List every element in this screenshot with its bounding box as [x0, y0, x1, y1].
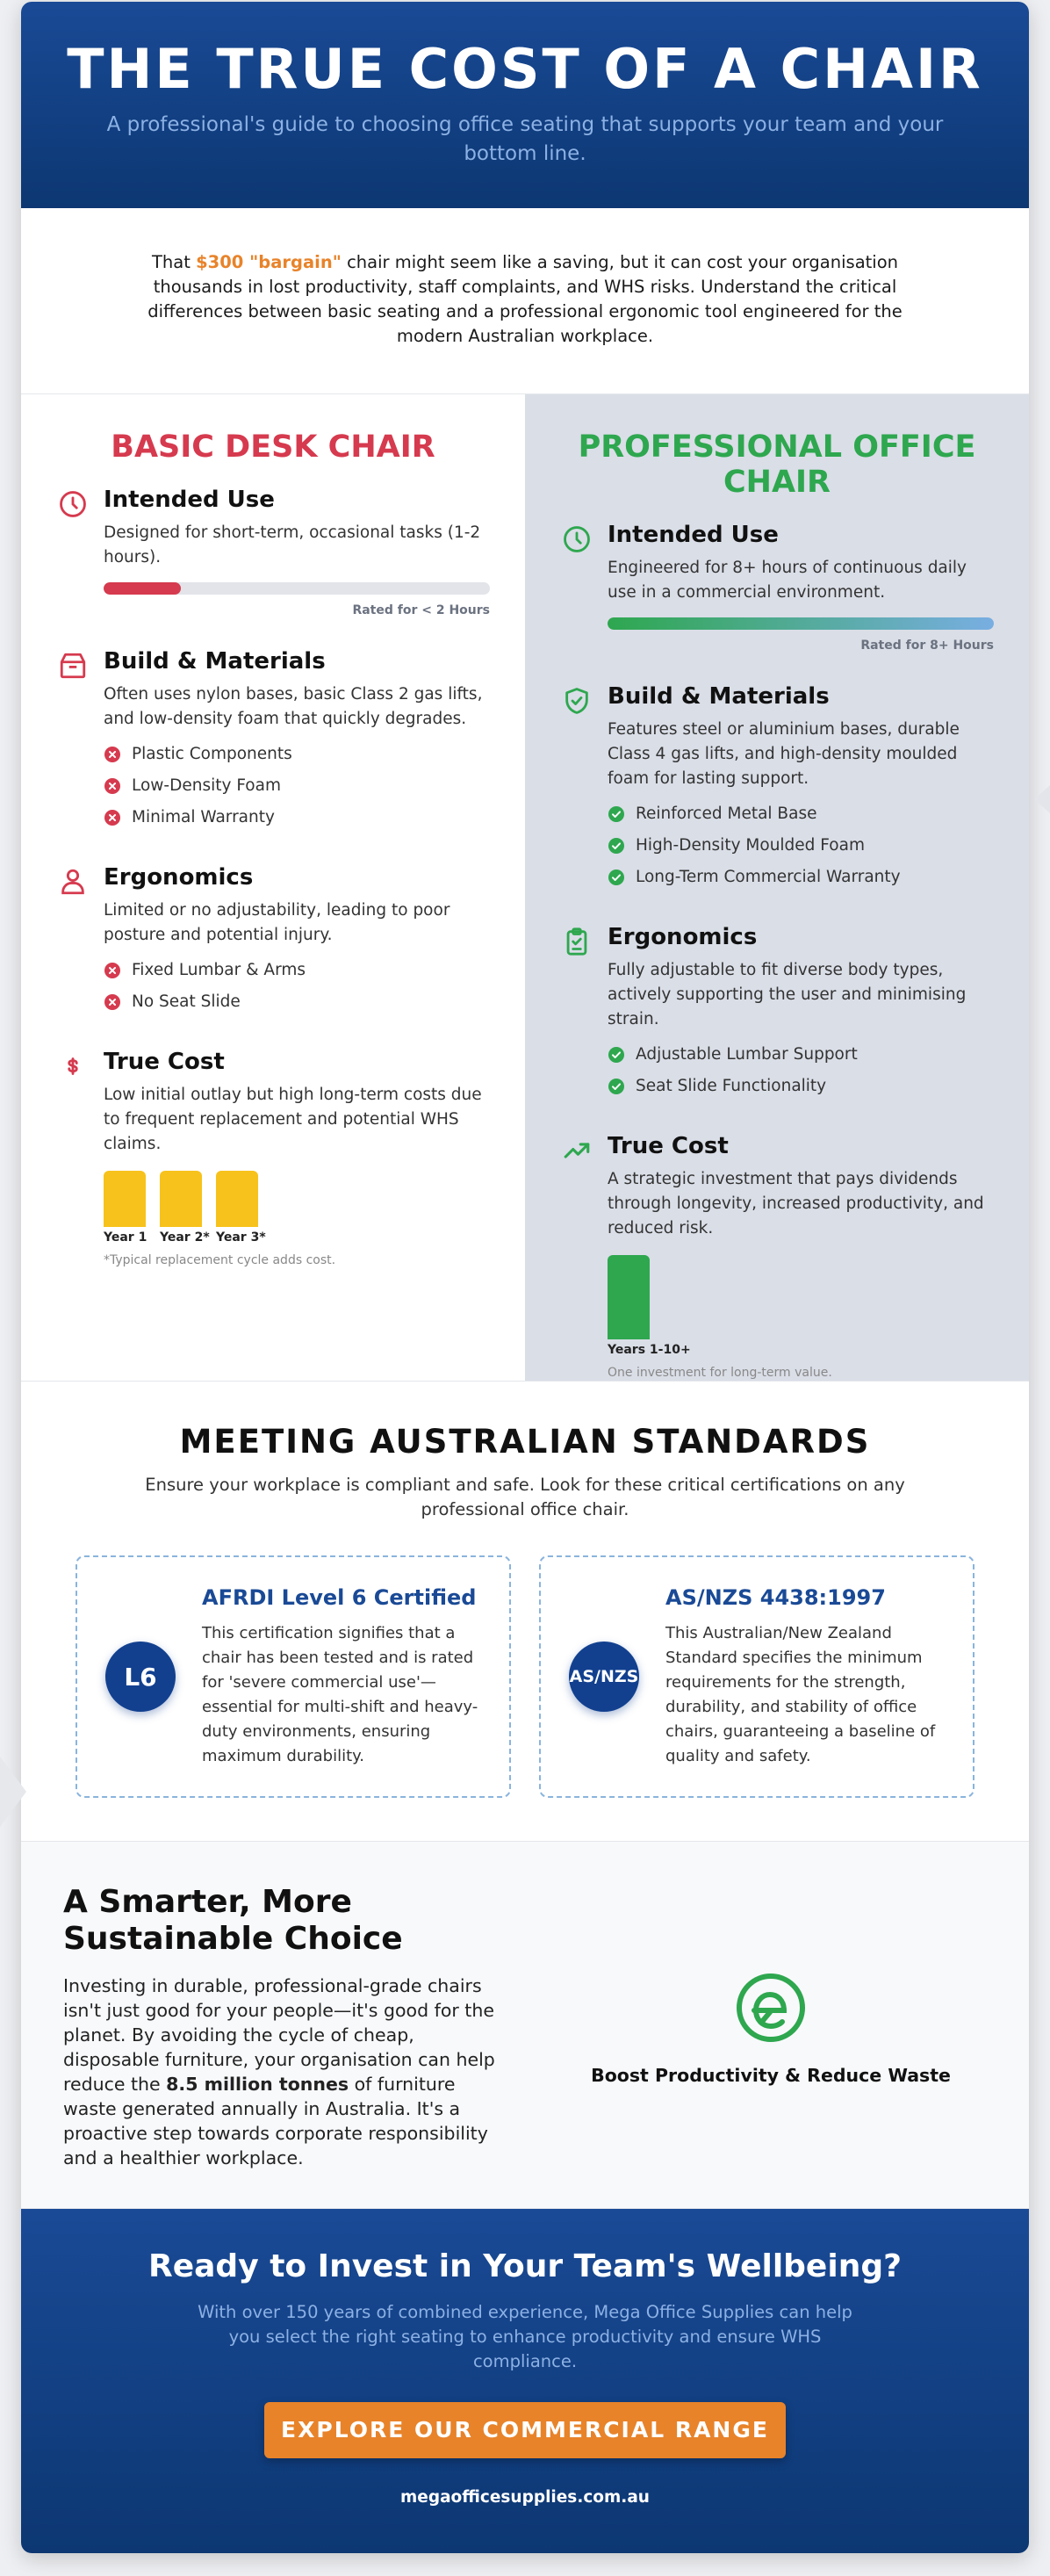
feature-desc: A strategic investment that pays dividends through longevity, increased productivity, and reduced risk. [608, 1170, 984, 1237]
check-circle-icon [608, 1046, 625, 1064]
standard-card-afrdi [76, 1555, 511, 1798]
sustainability-title: A Smarter, More Sustainable Choice [63, 1884, 403, 1957]
basic-true-cost [56, 1048, 490, 1267]
list-item: Minimal Warranty [104, 802, 490, 833]
pro-column-title: PROFESSIONAL OFFICE CHAIR [578, 429, 976, 500]
comparison-section [21, 394, 1029, 1382]
usage-rating-label: Rated for < 2 Hours [352, 603, 490, 617]
standard-desc: This Australian/New Zealand Standard specifies the minimum requirements for the strength, durability, and stability of office chairs, guaranteeing a baseline of quality and safety. [665, 1624, 936, 1765]
feature-title: Intended Use [104, 487, 275, 513]
feature-desc: Limited or no adjustability, leading to poor posture and potential injury. [104, 901, 450, 944]
check-circle-icon [608, 869, 625, 886]
basic-ergonomics [56, 863, 490, 1018]
intro-text: That $300 "bargain" chair might seem like a saving, but it can cost your organisation thousands in lost productivity, staff complaints, and WHS risks. Understand the critical differences between basic seating and a professional ergonomic tool engineered for the modern Australian workplace. [147, 252, 903, 346]
box-icon [58, 651, 88, 681]
explore-range-button[interactable]: EXPLORE OUR COMMERCIAL RANGE [264, 2402, 786, 2458]
list-item: Reinforced Metal Base [608, 798, 994, 830]
basic-chair-column [21, 394, 525, 1381]
x-circle-icon [104, 777, 121, 795]
cost-bar-label: Year 1 [104, 1230, 147, 1245]
build-list [104, 739, 490, 833]
cost-bars [104, 1167, 490, 1227]
standards-cards [76, 1555, 974, 1798]
cta-desc: With over 150 years of combined experience, Mega Office Supplies can help you select the right seating to enhance productivity and ensure WHS compliance. [198, 2302, 852, 2371]
asnzs-badge: AS/NZS [569, 1642, 639, 1712]
infographic-card [21, 2, 1029, 2553]
sustainability-caption: Boost Productivity & Reduce Waste [591, 2065, 951, 2086]
x-circle-icon [104, 809, 121, 826]
usage-rating-fill [104, 582, 181, 595]
l6-badge: L6 [105, 1642, 176, 1712]
intro-section [21, 208, 1029, 394]
page-subtitle: A professional's guide to choosing office seating that supports your team and your bottom line. [106, 113, 944, 165]
feature-title: Build & Materials [608, 683, 830, 710]
waste-figure: 8.5 million tonnes [166, 2074, 349, 2095]
ergo-list [608, 1039, 994, 1102]
x-circle-icon [104, 746, 121, 763]
website-link[interactable]: megaofficesupplies.com.au [400, 2488, 650, 2507]
feature-title: True Cost [104, 1049, 225, 1075]
pro-true-cost [560, 1132, 994, 1380]
pro-build-materials [560, 682, 994, 893]
sustainability-section [21, 1842, 1029, 2209]
intro-highlight: $300 "bargain" [196, 252, 342, 272]
list-item: Adjustable Lumbar Support [608, 1039, 994, 1071]
cost-bar-label: Years 1-10+ [608, 1343, 691, 1357]
basic-intended-use [56, 486, 490, 617]
cost-bars [608, 1252, 994, 1339]
feature-desc: Features steel or aluminium bases, durable Class 4 gas lifts, and high-density moulded foam for lasting support. [608, 720, 960, 788]
cost-bar-year-1 [104, 1171, 146, 1227]
cost-note: One investment for long-term value. [608, 1366, 832, 1380]
clock-icon [562, 524, 592, 554]
ergo-list [104, 955, 490, 1018]
basic-build-materials [56, 647, 490, 833]
list-item: Long-Term Commercial Warranty [608, 862, 994, 893]
pro-intended-use [560, 521, 994, 653]
cost-bar-label: Year 2* [160, 1230, 210, 1245]
standards-title: MEETING AUSTRALIAN STANDARDS [179, 1423, 871, 1461]
feature-title: Build & Materials [104, 648, 326, 675]
usage-rating-bar [608, 617, 994, 630]
standard-title: AFRDI Level 6 Certified [202, 1585, 477, 1610]
feature-desc: Fully adjustable to fit diverse body types, actively supporting the user and minimising strain. [608, 961, 967, 1028]
eco-leaf-icon [735, 1972, 807, 2044]
pro-ergonomics [560, 923, 994, 1102]
standard-title: AS/NZS 4438:1997 [665, 1585, 886, 1610]
standard-desc: This certification signifies that a chair has been tested and is rated for 'severe commercial use'—essential for multi-shift and heavy-duty environments, ensuring maximum durability. [202, 1624, 478, 1765]
standards-section [21, 1382, 1029, 1842]
check-circle-icon [608, 837, 625, 855]
cost-bar-label: Year 3* [216, 1230, 266, 1245]
list-item: No Seat Slide [104, 986, 490, 1018]
list-item: Plastic Components [104, 739, 490, 770]
list-item: High-Density Moulded Foam [608, 830, 994, 862]
cost-bar-labels [104, 1230, 490, 1245]
standards-subtitle: Ensure your workplace is compliant and safe. Look for these critical certifications on any professional office chair. [145, 1475, 905, 1519]
standard-card-asnzs [539, 1555, 974, 1798]
check-circle-icon [608, 805, 625, 823]
check-circle-icon [608, 1078, 625, 1095]
feature-title: Ergonomics [104, 864, 254, 891]
clipboard-check-icon [562, 927, 592, 956]
feature-desc: Designed for short-term, occasional tasks (1-2 hours). [104, 523, 481, 566]
list-item: Seat Slide Functionality [608, 1071, 994, 1102]
feature-desc: Often uses nylon bases, basic Class 2 gas lifts, and low-density foam that quickly degrades. [104, 685, 483, 728]
feature-title: True Cost [608, 1133, 729, 1159]
usage-rating-bar [104, 582, 490, 595]
dollar-icon [58, 1051, 88, 1081]
header-banner [21, 2, 1029, 208]
decorative-shape-icon [0, 1757, 26, 1827]
list-item: Low-Density Foam [104, 770, 490, 802]
usage-rating-fill [608, 617, 994, 630]
clock-icon [58, 489, 88, 519]
decorative-arrow-icon [1031, 782, 1050, 817]
x-circle-icon [104, 962, 121, 979]
feature-desc: Engineered for 8+ hours of continuous daily use in a commercial environment. [608, 559, 967, 602]
shield-check-icon [562, 686, 592, 716]
usage-rating-label: Rated for 8+ Hours [860, 639, 994, 653]
cta-section [21, 2209, 1029, 2553]
page-title: THE TRUE COST OF A CHAIR [67, 37, 983, 101]
trending-up-icon [562, 1136, 592, 1165]
list-item: Fixed Lumbar & Arms [104, 955, 490, 986]
sustainability-text: Investing in durable, professional-grade chairs isn't just good for your people—it's good for the planet. By avoiding the cycle of cheap, disposable furniture, your organisation can help reduce the 8.5 million tonnes of furniture waste generated annually in Australia. It's a proactive step towards corporate responsibility and a healthier workplace. [63, 1975, 495, 2168]
cost-bar-years-1-10 [608, 1255, 650, 1339]
basic-column-title: BASIC DESK CHAIR [111, 429, 435, 465]
user-icon [58, 867, 88, 897]
pro-chair-column [525, 394, 1029, 1381]
build-list [608, 798, 994, 893]
cost-bar-year-2 [160, 1171, 202, 1227]
cta-title: Ready to Invest in Your Team's Wellbeing? [148, 2248, 902, 2284]
x-circle-icon [104, 993, 121, 1011]
feature-title: Intended Use [608, 522, 779, 548]
feature-title: Ergonomics [608, 924, 758, 950]
cost-note: *Typical replacement cycle adds cost. [104, 1253, 336, 1267]
cost-bar-year-3 [216, 1171, 258, 1227]
cost-bar-labels [608, 1343, 994, 1357]
feature-desc: Low initial outlay but high long-term costs due to frequent replacement and potential WHS claims. [104, 1086, 482, 1153]
